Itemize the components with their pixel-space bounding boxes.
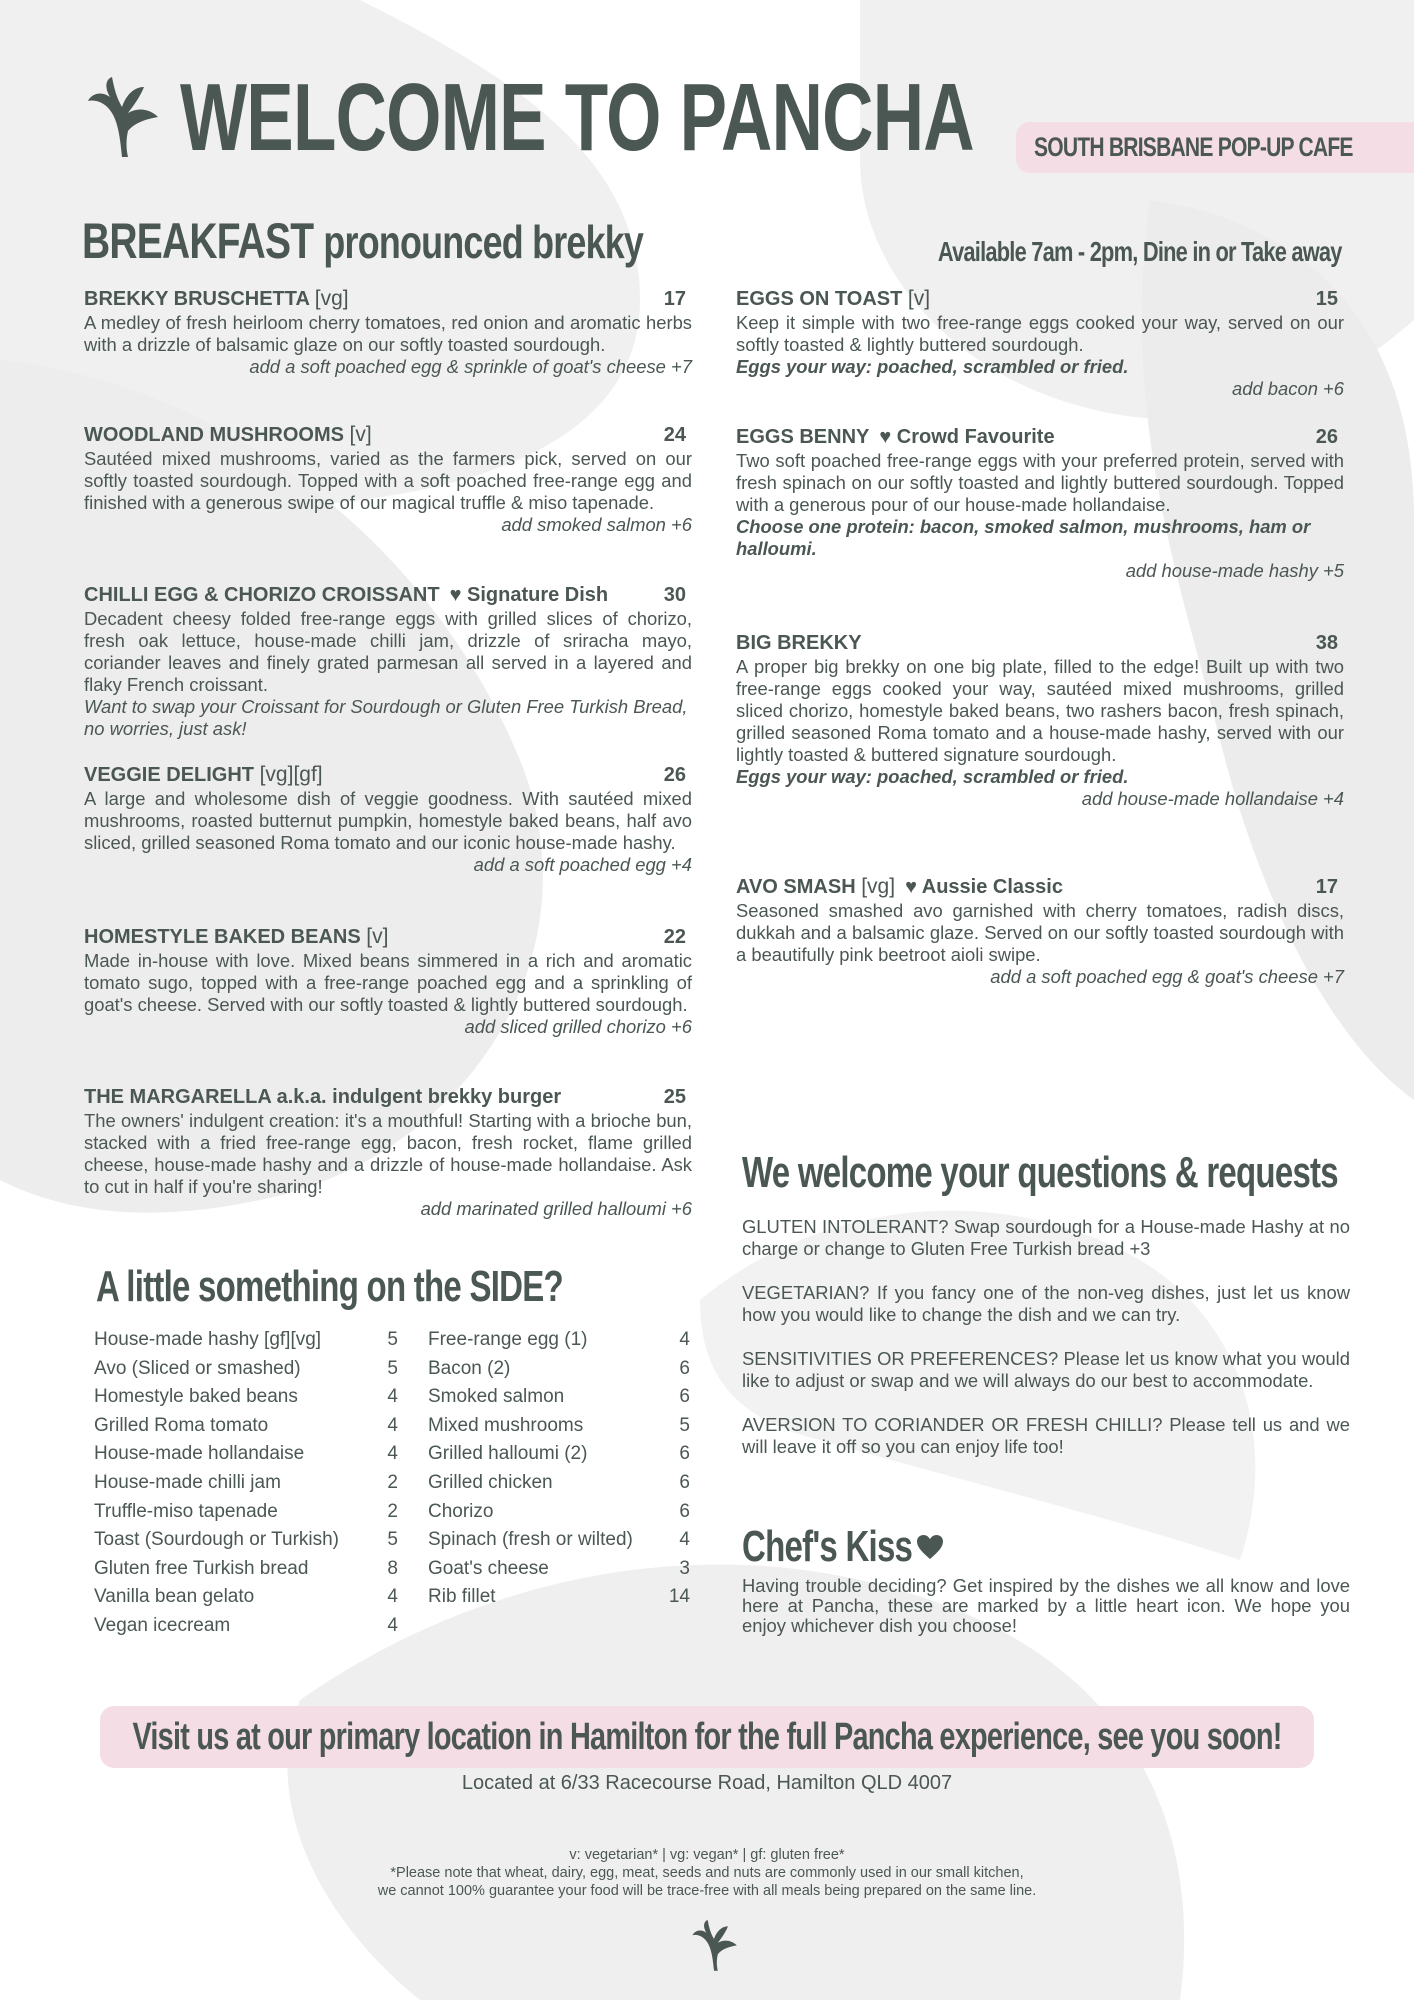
side-item: Homestyle baked beans 4 [94, 1386, 398, 1408]
menu-item [84, 422, 692, 582]
item-description: Seasoned smashed avo garnished with cherry tomatoes, radish discs, dukkah and a balsamic glaze. Served on our softly toasted sourdough with a beautifully pink beetroot aioli swipe. [736, 900, 1344, 965]
question-vegetarian: VEGETARIAN? If you fancy one of the non-veg dishes, just let us know how you would like to change the dish and we can try. [742, 1282, 1350, 1325]
side-item: Toast (Sourdough or Turkish) 5 [94, 1529, 398, 1551]
side-item: Goat's cheese 3 [428, 1557, 690, 1579]
dietary-tag: [v] [349, 423, 372, 446]
dietary-tag: [vg][gf] [259, 763, 323, 786]
item-price: 26 [663, 764, 686, 786]
item-addon: add house-made hashy +5 [1125, 560, 1344, 581]
side-item: Spinach (fresh or wilted) 4 [428, 1529, 690, 1551]
menu-item [736, 286, 1344, 424]
menu-item [736, 630, 1344, 874]
breakfast-subtitle: pronounced brekky [323, 216, 644, 268]
item-price: 30 [663, 584, 686, 606]
item-description: A large and wholesome dish of veggie goodness. With sautéed mixed mushrooms, roasted butternut pumpkin, homestyle baked beans, half avo sliced, grilled seasoned Roma tomato and our iconic house-made hashy. [84, 788, 692, 853]
chefs-kiss-text: Having trouble deciding? Get inspired by the dishes we all know and love here at Pancha, these are marked by a little heart icon. We hope you enjoy whichever dish you choose! [742, 1575, 1350, 1636]
side-item: House-made chilli jam 2 [94, 1471, 398, 1493]
item-addon: add marinated grilled halloumi +6 [420, 1198, 692, 1219]
item-note: Want to swap your Croissant for Sourdough or Gluten Free Turkish Bread, no worries, just ask! [84, 696, 688, 739]
side-item: Rib fillet 14 [428, 1586, 690, 1608]
side-item: Gluten free Turkish bread 8 [94, 1557, 398, 1579]
item-description: A proper big brekky on one big plate, filled to the edge! Built up with two free-range eggs cooked your way, sautéed mixed mushrooms, grilled sliced chorizo, homestyle baked beans, two rashers bacon, fresh spinach, grilled seasoned Roma tomato and a house-made hashy, served with our lightly toasted & buttered signature sourdough. [736, 656, 1344, 765]
menu-column-right [736, 286, 1344, 988]
item-price: 25 [663, 1086, 686, 1108]
chefs-kiss-title: Chef's Kiss [742, 1522, 913, 1571]
availability-text: Available 7am - 2pm, Dine in or Take away [938, 236, 1342, 267]
legend-line: v: vegetarian* | vg: vegan* | gf: gluten free* [569, 1847, 845, 1863]
side-item: Grilled chicken 6 [428, 1471, 690, 1493]
side-item: Chorizo 6 [428, 1500, 690, 1522]
item-price: 22 [663, 926, 686, 948]
heart-icon [916, 1534, 944, 1560]
item-name: EGGS ON TOAST [v] [736, 287, 931, 310]
item-name: BIG BREKKY [736, 632, 862, 654]
hamilton-banner [100, 1706, 1314, 1768]
disclaimer-line-2: we cannot 100% guarantee your food will be trace-free with all meals being prepared on the same line. [377, 1883, 1037, 1899]
item-price: 17 [1315, 876, 1338, 898]
item-description: Two soft poached free-range eggs with your preferred protein, served with fresh spinach on our softly toasted and lightly buttered sourdough. Topped with a generous pour of our house-made hollandaise. [736, 450, 1344, 515]
item-name: VEGGIE DELIGHT [vg][gf] [84, 763, 323, 786]
chefs-kiss-heading [742, 1522, 944, 1572]
item-price: 24 [663, 424, 686, 446]
item-note: Choose one protein: bacon, smoked salmon, mushrooms, ham or halloumi. [736, 516, 1311, 559]
item-addon: add bacon +6 [1232, 378, 1344, 399]
menu-item [736, 874, 1344, 988]
side-item: Grilled Roma tomato 4 [94, 1414, 398, 1436]
popup-cafe-badge [1016, 122, 1414, 173]
address-text: Located at 6/33 Racecourse Road, Hamilton QLD 4007 [461, 1772, 953, 1794]
item-name: HOMESTYLE BAKED BEANS [v] [84, 925, 389, 948]
item-addon: add house-made hollandaise +4 [1081, 788, 1344, 809]
sides-list-left [94, 1326, 398, 1641]
disclaimer-line-1: *Please note that wheat, dairy, egg, meat, seeds and nuts are commonly used in our small kitchen, [390, 1865, 1024, 1881]
item-name: BREKKY BRUSCHETTA [vg] [84, 287, 349, 310]
item-price: 17 [663, 288, 686, 310]
side-item: Grilled halloumi (2) 6 [428, 1443, 690, 1465]
questions-list [742, 1216, 1350, 1480]
side-item: Truffle-miso tapenade 2 [94, 1500, 398, 1522]
menu-item [84, 1084, 692, 1220]
item-note: Eggs your way: poached, scrambled or fried. [736, 356, 1129, 377]
item-addon: add a soft poached egg +4 [473, 854, 692, 875]
item-name: AVO SMASH [vg] ♥ Aussie Classic [736, 875, 1063, 898]
item-addon: add sliced grilled chorizo +6 [464, 1016, 692, 1037]
menu-column-left [84, 286, 692, 1220]
heart-badge: ♥ Crowd Favourite [879, 426, 1055, 448]
breakfast-heading [82, 212, 643, 270]
breakfast-title: BREAKFAST [82, 213, 314, 269]
menu-item [736, 424, 1344, 630]
heart-badge: ♥ Signature Dish [449, 584, 609, 606]
item-addon: add a soft poached egg & goat's cheese +7 [990, 966, 1344, 987]
item-name: WOODLAND MUSHROOMS [v] [84, 423, 372, 446]
side-item: Vegan icecream 4 [94, 1614, 398, 1636]
side-item: Smoked salmon 6 [428, 1386, 690, 1408]
hamilton-banner-text: Visit us at our primary location in Hamilton for the full Pancha experience, see you soon! [132, 1715, 1282, 1758]
item-description: Made in-house with love. Mixed beans simmered in a rich and aromatic tomato sugo, topped with a free-range poached egg and a sprinkling of goat's cheese. Served with our softly toasted & lightly buttered sourdough. [84, 950, 692, 1015]
side-item: Vanilla bean gelato 4 [94, 1586, 398, 1608]
dietary-tag: [vg] [861, 875, 896, 898]
side-item: Mixed mushrooms 5 [428, 1414, 690, 1436]
item-addon: add a soft poached egg & sprinkle of goat's cheese +7 [249, 356, 692, 377]
item-price: 26 [1315, 426, 1338, 448]
dietary-tag: [v] [907, 287, 931, 310]
side-item: House-made hollandaise 4 [94, 1443, 398, 1465]
pancha-leaf-logo-icon [82, 77, 162, 159]
side-item: Avo (Sliced or smashed) 5 [94, 1357, 398, 1379]
heart-badge: ♥ Aussie Classic [905, 876, 1063, 898]
item-note: Eggs your way: poached, scrambled or fried. [736, 766, 1129, 787]
item-description: Decadent cheesy folded free-range eggs with grilled slices of chorizo, fresh oak lettuce, house-made chilli jam, drizzle of sriracha mayo, coriander leaves and finely grated parmesan all served in a layered and flaky French croissant. [84, 608, 692, 695]
item-description: A medley of fresh heirloom cherry tomatoes, red onion and aromatic herbs with a drizzle of balsamic glaze on our softly toasted sourdough. [84, 312, 692, 355]
item-addon: add smoked salmon +6 [501, 514, 692, 535]
item-description: Keep it simple with two free-range eggs cooked your way, served on our softly toasted & lightly buttered sourdough. [736, 312, 1344, 355]
menu-item [84, 924, 692, 1084]
menu-item [84, 762, 692, 924]
item-price: 15 [1315, 288, 1338, 310]
question-aversion: AVERSION TO CORIANDER OR FRESH CHILLI? Please tell us and we will leave it off so you can enjoy life too! [742, 1414, 1350, 1457]
item-name: THE MARGARELLA a.k.a. indulgent brekky burger [84, 1086, 562, 1108]
sides-heading: A little something on the SIDE? [96, 1262, 563, 1311]
dietary-legend [0, 1846, 1414, 1900]
side-item: House-made hashy [gf][vg] 5 [94, 1329, 398, 1350]
side-item: Bacon (2) 6 [428, 1357, 690, 1379]
item-description: Sautéed mixed mushrooms, varied as the farmers pick, served on our softly toasted sourdough. Topped with a soft poached free-range egg and finished with a generous swipe of our magical truffle & miso tapenade. [84, 448, 692, 513]
page-title: WELCOME TO PANCHA [180, 64, 974, 171]
item-description: The owners' indulgent creation: it's a mouthful! Starting with a brioche bun, stacked with a fried free-range egg, bacon, fresh rocket, flame grilled cheese, house-made hashy and a drizzle of house-made hollandaise. Ask to cut in half if you're sharing! [84, 1110, 692, 1197]
item-name: CHILLI EGG & CHORIZO CROISSANT ♥ Signature Dish [84, 584, 609, 606]
pancha-leaf-footer-icon [688, 1920, 740, 1972]
question-sensitivities: SENSITIVITIES OR PREFERENCES? Please let us know what you would like to adjust or swap and we will always do our best to accommodate. [742, 1348, 1350, 1391]
item-price: 38 [1315, 632, 1338, 654]
menu-item [84, 582, 692, 762]
dietary-tag: [vg] [314, 287, 349, 310]
side-item: Free-range egg (1) 4 [428, 1329, 690, 1350]
menu-item [84, 286, 692, 422]
question-gluten: GLUTEN INTOLERANT? Swap sourdough for a House-made Hashy at no charge or change to Gluten Free Turkish bread +3 [742, 1216, 1350, 1259]
popup-cafe-badge-text: SOUTH BRISBANE POP-UP CAFE [1034, 132, 1353, 162]
questions-heading: We welcome your questions & requests [742, 1148, 1338, 1197]
sides-list-right [428, 1326, 690, 1612]
dietary-tag: [v] [366, 925, 389, 948]
item-name: EGGS BENNY ♥ Crowd Favourite [736, 426, 1055, 448]
